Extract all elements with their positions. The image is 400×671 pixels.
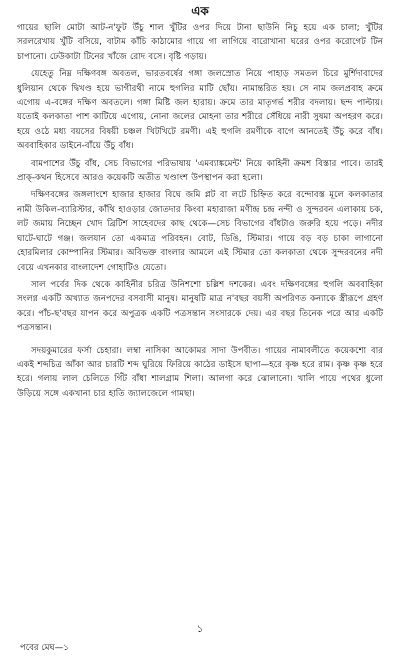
paragraph-1: গায়ের ছালি মোটা আট-ন'ফুট উঁচু শাল খুঁটির ওপর দিয়ে টানা ছাউনি নিচু হয়ে এক চালা; খুঁটির সরলরেখায় খুঁটি বসিয়ে, বাটাম কাঁচি কাঠামোর গায়ে গা লাগিয়ে বারোখানা ঘরের ওপর করোগেট টিন চাপানো। ঢেউকাটা টিনের খাঁজে রোদ বসে। বৃষ্টি গড়ায়। <box>17 23 383 62</box>
footer-note: পবের মেঘ—১ <box>20 643 69 653</box>
paragraph-3: বামপাশের উঁচু বাঁধ, সেচ বিভাগের পরিভাষায় 'এমব্যাঙ্কমেন্ট' নিয়ে কাহিনী ক্রমশ বিস্তার পাবে। তারই প্রাক্-কথন হিসেবে আরও কয়েকটি অতীত খণ্ডাংশ উপস্থাপন করা হলো। <box>17 158 383 184</box>
paragraph-2: যেহেতু নিম্ন দক্ষিণবঙ্গ অবতল, ভারতবর্ষের গঙ্গা জলস্রোত নিয়ে পাহাড় সমতল চিরে মুর্শিদাবাদের ধুলিয়ান থেকে দ্বিখণ্ড হয়ে ভাগীরথী নামে হুগলির মাটি ছোঁয়। নামান্তরিত হয়। সে নাম জলপ্রবাহ ক্রমে এগোয় এ-বঙ্গের দক্ষিণ অবতলে। গঙ্গা মিষ্টি জল হারায়। ক্রমে তার মাতৃগর্ভ শরীর বদলায়। ছন্দ পাল্টায়। যতোই কলকাতা পাশ কাটিয়ে এগোয়, নোনা জলের মোহনা তার শরীরে সেঁধিয়ে নারী সুষমা অপহরণ করে। হয়ে ওঠে মধ্য বয়সের বিষয়ী চঞ্চল খিটখিটে রমণী। এই হুগলি রমণীকে বাগে আনতেই উঁচু করে বাঁধ। অববাহিকার ডাইনে-বাঁয়ে উঁচু বাঁধ। <box>17 69 383 152</box>
body-text <box>17 21 383 401</box>
paragraph-6: সদয়কুমারের ফর্সা চেহারা। লম্বা নাসিকা আকোমর সাদা উপবীত। গায়ের নামাবলীতে কয়েকশো বার একই শব্দচিত্র আঁকা আর চারটি শব্দ ঘুরিয়ে ফিরিয়ে কাঠের ডাইসে ছাপা—হরে কৃষ্ণ হরে রাম। কৃষ্ণ কৃষ্ণ হরে হরে। গলায় লাল চেলিতে গিঁট বাঁধা শালগ্রাম শিলা। আলগা করে ঝোলানো। খালি পায়ে পথের ধুলো উড়িয়ে সঙ্গে একখানা চার হাতি জ্যালজেলে গামছা। <box>17 345 383 399</box>
paragraph-5: সাল পর্বের দিক থেকে কাহিনীর চরিত্র উনিশশো চল্লিশ দশকের। এবং দক্ষিণবঙ্গের হুগলি অববাহিকা সংলগ্ন একটি অখ্যাত জনপদের বসবাসী মানুষ। মানুষটি মাত্র ন'বছর বয়সী অপরিণত কন্যাকে স্ত্রীরূপে গ্রহণ করে। পাঁচ-ছ'বছর যাপন করে অপুত্রক একটি পত্রসন্তান সংসারকে দেয়। এর বছর তিনেক পরে আর একটি পত্রসন্তান। <box>17 279 383 334</box>
page-number: ১ <box>196 624 204 635</box>
paragraph-4: দক্ষিণবঙ্গের জঙ্গলাংশে হাজার হাজার বিঘে জমি প্লট বা লটে চিহ্নিত করে বন্দোবস্ত মূলে কলকাতার নামী উকিল-ব্যারিস্টার, কাঁথি হাওড়ার জোতদার কিংবা মহারাজা মণীন্দ্র চন্দ্র নন্দী ও সুন্দরবন এলাকায় চক, লট জমায় নিচ্ছেন খোদ ব্রিটিশ সাহেবদের কাছ থেকে—সেচ বিভাগের বাঁধটাও জরুরি হয়ে পড়ে। নদীর ঘাটে-ঘাটে গঞ্জ। জলযান তো একমাত্র পরিবহন। বোট, ডিঙি, স্টিমার। গায়ে বড় বড় চাকা লাগানো হোরমিলার কোম্পানির স্টিমার। অবিভক্ত বাংলার আমলে এই স্টিমার তো কলকাতা থেকে সুন্দরবনের নদী বেয়ে এখনকার বাংলাদেশ গোহাটিও যেতো। <box>17 190 383 273</box>
chapter-title: এক <box>191 4 209 18</box>
